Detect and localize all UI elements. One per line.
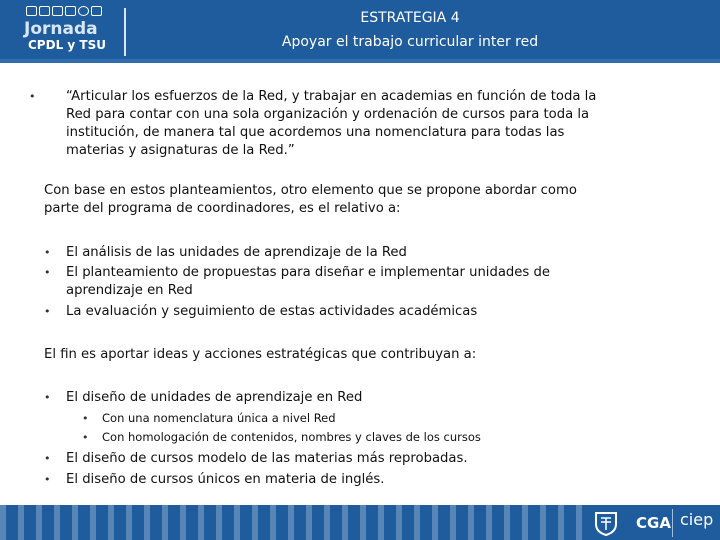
bullet: •: [44, 473, 51, 486]
list1-item-1: El análisis de las unidades de aprendizaje de la Red: [66, 245, 407, 260]
logo-title: Jornada: [24, 19, 98, 39]
book-icon: [52, 6, 63, 16]
film-icon: [91, 6, 102, 16]
list1-item-2-cont: aprendizaje en Red: [66, 283, 193, 298]
udg-crest-icon: [592, 510, 620, 536]
monitor-icon: [39, 6, 50, 16]
grid-icon: [26, 6, 37, 16]
logo-divider: [124, 8, 126, 56]
list1-item-3: La evaluación y seguimiento de estas actividades académicas: [66, 304, 478, 319]
title-line-1: ESTRATEGIA 4: [360, 10, 460, 26]
footer-pattern: [0, 505, 590, 540]
jornada-logo: [10, 6, 128, 58]
ciep-logo: ciep: [680, 510, 714, 529]
footer-bar: [0, 505, 720, 540]
list1-item-2: El planteamiento de propuestas para diseñar e implementar unidades de: [66, 265, 550, 280]
footer-divider: [672, 509, 673, 537]
quote-line: materias y asignaturas de la Red.”: [66, 143, 295, 158]
quote-line: Red para contar con una sola organización y ordenación de cursos para toda la: [66, 107, 590, 122]
quote-line: institución, de manera tal que acordemos una nomenclatura para todas las: [66, 125, 565, 140]
aim-line: El fin es aportar ideas y acciones estratégicas que contribuyan a:: [44, 347, 477, 362]
bullet: •: [44, 246, 51, 259]
slide-title: [150, 6, 670, 54]
intro-paragraph: [44, 182, 684, 218]
bullet: •: [44, 266, 51, 279]
quote-text: [66, 88, 686, 160]
bullet: •: [82, 431, 89, 444]
list2-item-3: El diseño de cursos únicos en materia de inglés.: [66, 472, 385, 487]
bullet: •: [82, 412, 89, 425]
bullet: •: [29, 90, 36, 103]
intro-line: parte del programa de coordinadores, es el relativo a:: [44, 201, 401, 216]
laptop-icon: [65, 6, 76, 16]
header-bar: [0, 0, 720, 63]
logo-icons: [26, 6, 128, 18]
bullet: •: [44, 391, 51, 404]
sublist-item-1: Con una nomenclatura única a nivel Red: [102, 411, 336, 425]
sublist-item-2: Con homologación de contenidos, nombres y claves de los cursos: [102, 430, 481, 444]
intro-line: Con base en estos planteamientos, otro elemento que se propone abordar como: [44, 183, 577, 198]
cga-logo: CGA: [636, 514, 671, 532]
title-line-2: Apoyar el trabajo curricular inter red: [281, 34, 539, 50]
list2-item-1: El diseño de unidades de aprendizaje en Red: [66, 390, 363, 405]
bullet: •: [44, 452, 51, 465]
bullet: •: [44, 305, 51, 318]
clock-icon: [78, 6, 89, 16]
quote-line: “Articular los esfuerzos de la Red, y trabajar en academias en función de toda la: [66, 89, 597, 104]
list2-item-2: El diseño de cursos modelo de las materias más reprobadas.: [66, 451, 468, 466]
logo-subtitle: CPDL y TSU: [28, 38, 106, 52]
